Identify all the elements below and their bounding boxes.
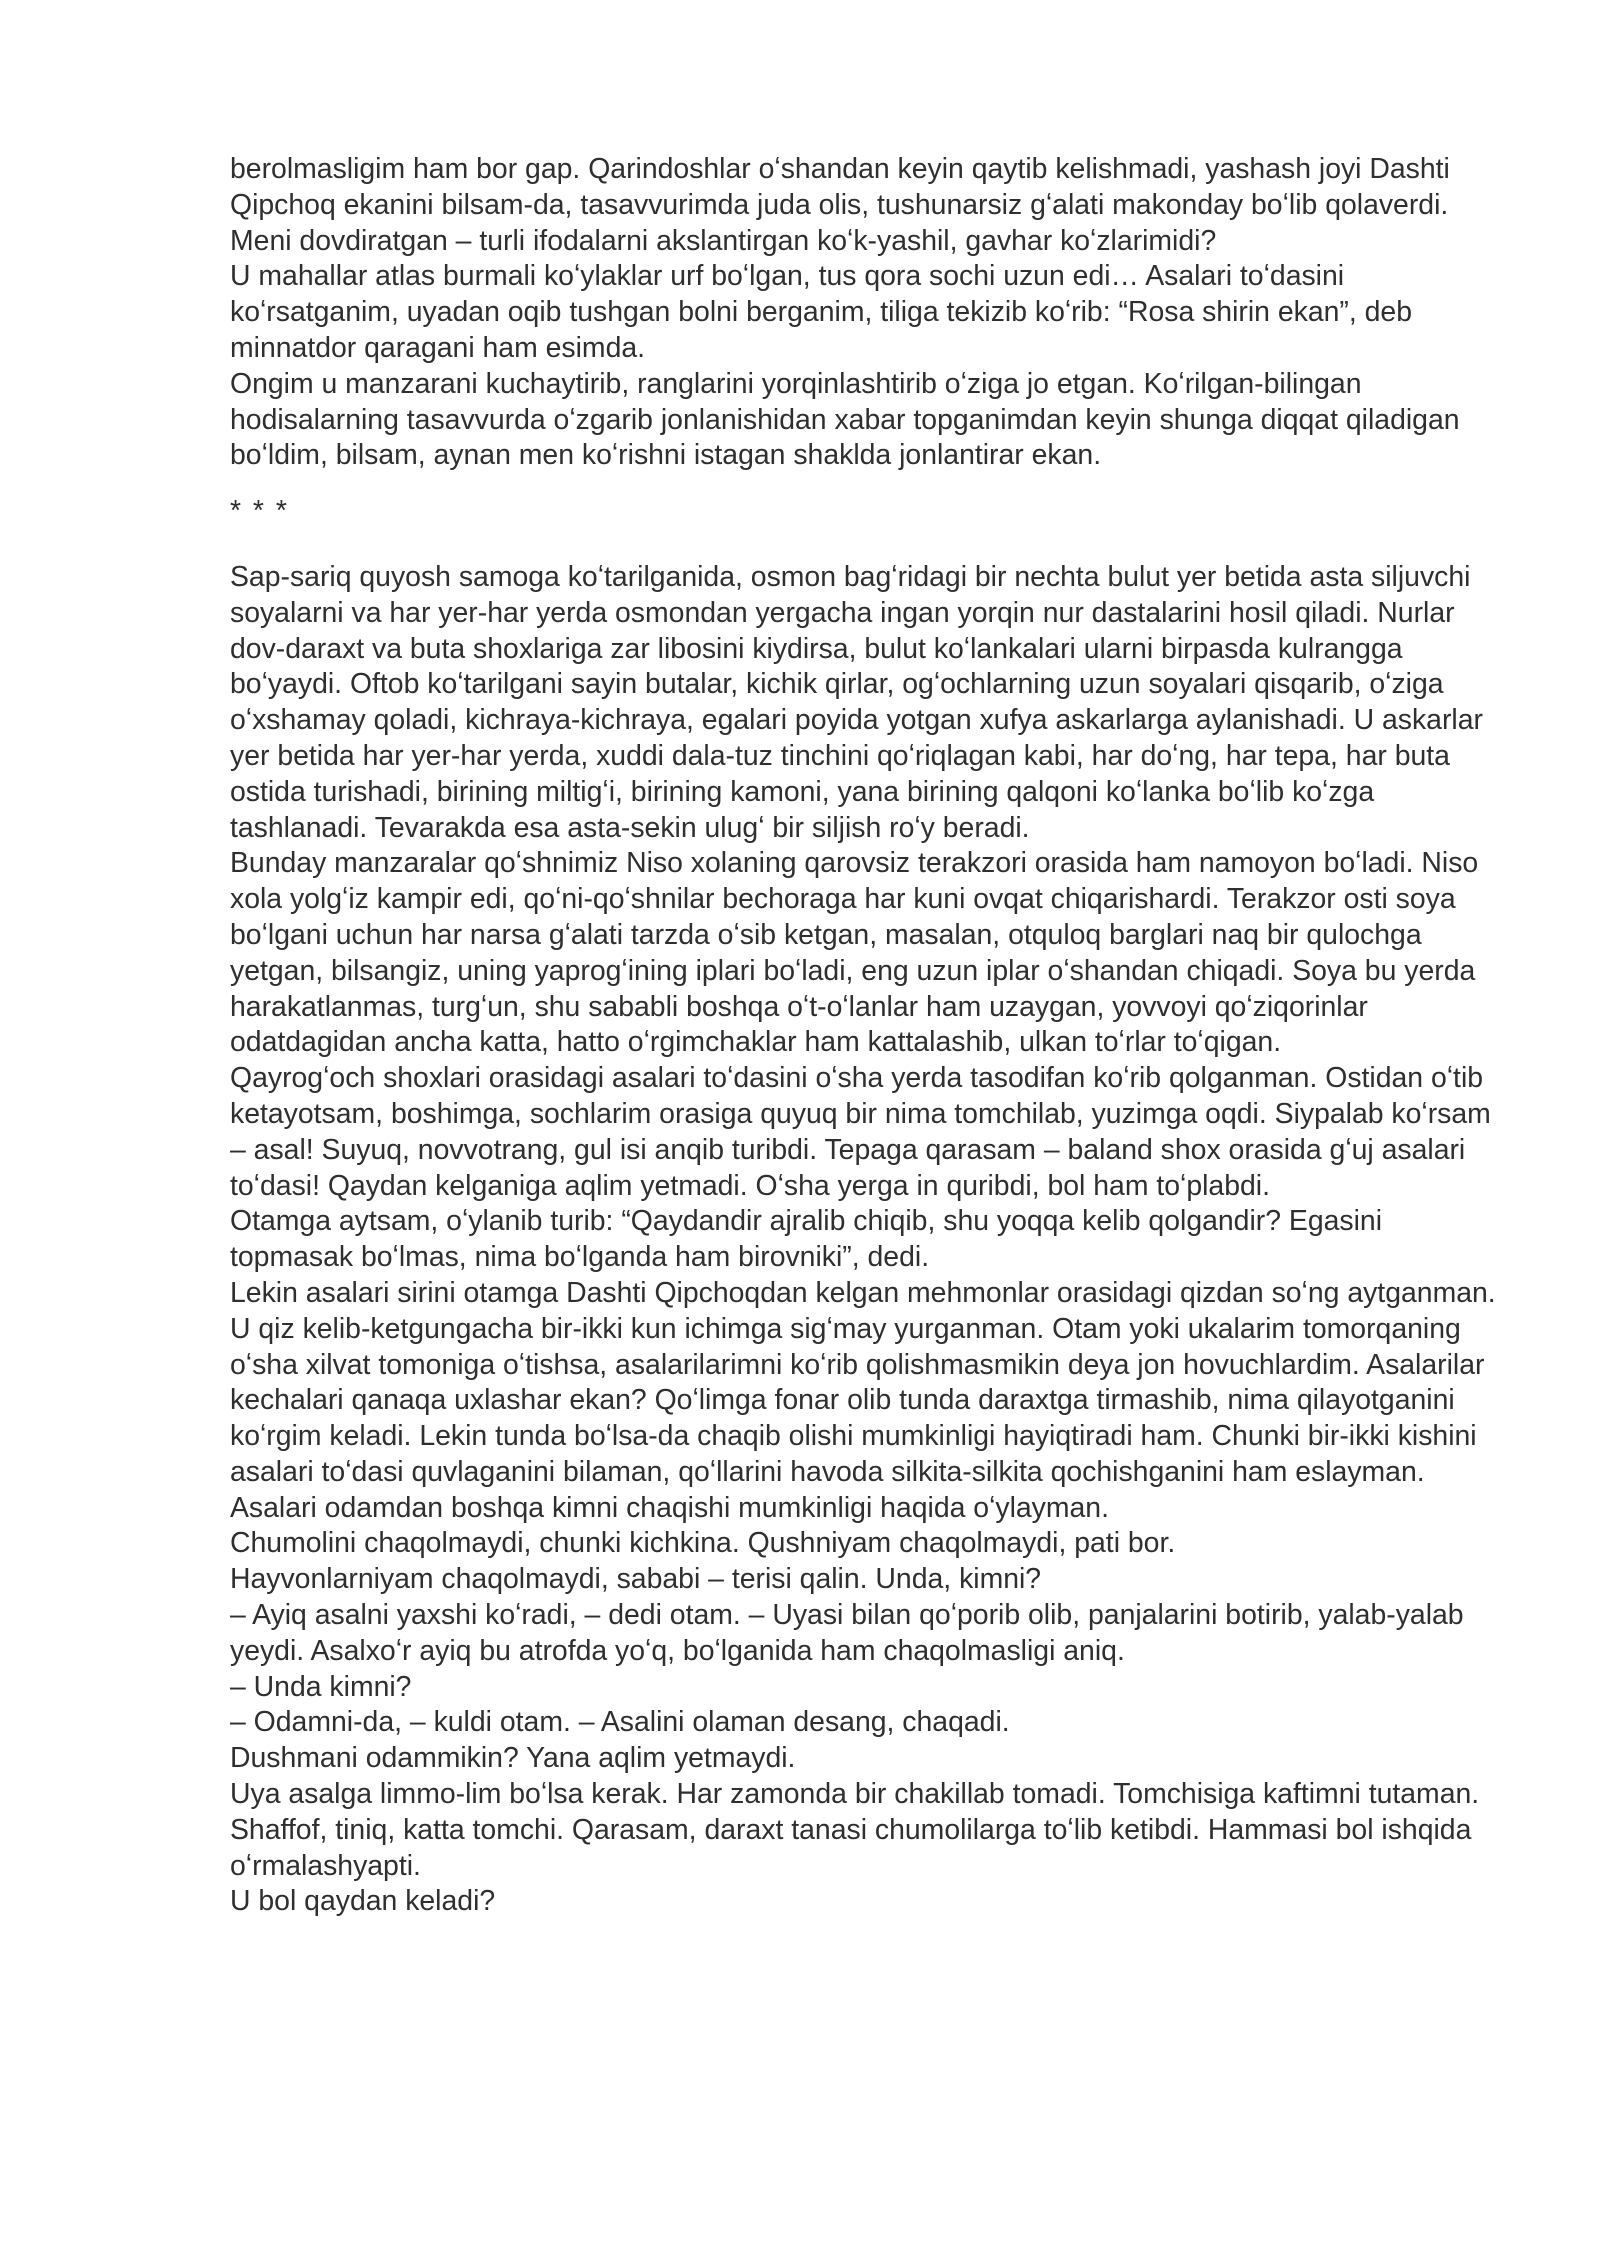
paragraph: Qayrogʻoch shoxlari orasidagi asalari toʻdasini oʻsha yerda tasodifan koʻrib qolganman. Ostidan oʻtib ketayotsam, boshimga, sochlarim orasiga quyuq bir nima tomchilab, yuzimga oqdi. Siypalab koʻrsam – asal! Suyuq, novvotrang, gul isi anqib turibdi. Tepaga qarasam – baland shox orasida gʻuj asalari toʻdasi! Qaydan kelganiga aqlim yetmadi. Oʻsha yerga in quribdi, bol ham toʻplabdi.	[230, 1062, 1491, 1202]
paragraph: Ongim u manzarani kuchaytirib, ranglarini yorqinlashtirib oʻziga jo etgan. Koʻrilgan-bilingan hodisalarning tasavvurda oʻzgarib jonlanishidan xabar topganimdan keyin shunga diqqat qiladigan boʻldim, bilsam, aynan men koʻrishni istagan shaklda jonlantirar ekan.	[230, 367, 1460, 472]
dialogue-line: – Ayiq asalni yaxshi koʻradi, – dedi otam. – Uyasi bilan qoʻporib olib, panjalarini botirib, yalab-yalab yeydi. Asalxoʻr ayiq bu atrofda yoʻq, boʻlganida ham chaqolmasligi aniq.	[230, 1599, 1464, 1667]
section-separator: * * *	[230, 495, 289, 528]
paragraph: Sap-sariq quyosh samoga koʻtarilganida, osmon bagʻridagi bir nechta bulut yer betida asta siljuvchi soyalarni va har yer-har yerda osmondan yergacha ingan yorqin nur dastalarini hosil qiladi. Nurlar dov-daraxt va buta shoxlariga zar libosini kiydirsa, bulut koʻlankalari ularni birpasda kulrangga boʻyaydi. Oftob koʻtarilgani sayin butalar, kichik qirlar, ogʻochlarning uzun soyalari qisqarib, oʻziga oʻxshamay qoladi, kichraya-kichraya, egalari poyida yotgan xufya askarlarga aylanishadi. U askarlar yer betida har yer-har yerda, xuddi dala-tuz tinchini qoʻriqlagan kabi, har doʻng, har tepa, har buta ostida turishadi, birining miltigʻi, birining kamoni, yana birining qalqoni koʻlanka boʻlib koʻzga tashlanadi. Tevarakda esa asta-sekin ulugʻ bir siljish roʻy beradi.	[230, 560, 1483, 844]
paragraph: Otamga aytsam, oʻylanib turib: “Qaydandir ajralib chiqib, shu yoqqa kelib qolgandir? Egasini topmasak boʻlmas, nima boʻlganda ham birovniki”, dedi.	[230, 1205, 1383, 1274]
dialogue-line: – Unda kimni?	[230, 1670, 412, 1703]
paragraph: Dushmani odammikin? Yana aqlim yetmaydi.	[230, 1742, 796, 1775]
document-page	[230, 152, 1510, 1920]
paragraph: Asalari odamdan boshqa kimni chaqishi mumkinligi haqida oʻylayman.	[230, 1491, 1109, 1524]
paragraph: Hayvonlarniyam chaqolmaydi, sababi – terisi qalin. Unda, kimni?	[230, 1563, 1042, 1596]
paragraph: Bunday manzaralar qoʻshnimiz Niso xolaning qarovsiz terakzori orasida ham namoyon boʻladi. Niso xola yolgʻiz kampir edi, qoʻni-qoʻshnilar bechoraga har kuni ovqat chiqarishardi. Terakzor osti soya boʻlgani uchun har narsa gʻalati tarzda oʻsib ketgan, masalan, otquloq barglari naq bir qulochga yetgan, bilsangiz, uning yaprogʻining iplari boʻladi, eng uzun iplar oʻshandan chiqadi. Soya bu yerda harakatlanmas, turgʻun, shu sababli boshqa oʻt-oʻlanlar ham uzaygan, yovvoyi qoʻziqorinlar odatdagidan ancha katta, hatto oʻrgimchaklar ham kattalashib, ulkan toʻrlar toʻqigan.	[230, 847, 1479, 1059]
paragraph: U bol qaydan keladi?	[230, 1885, 496, 1918]
paragraph: U mahallar atlas burmali koʻylaklar urf boʻlgan, tus qora sochi uzun edi… Asalari toʻdasini koʻrsatganim, uyadan oqib tushgan bolni berganim, tiliga tekizib koʻrib: “Rosa shirin ekan”, deb minnatdor qaragani ham esimda.	[230, 260, 1413, 364]
dialogue-line: – Odamni-da, – kuldi otam. – Asalini olaman desang, chaqadi.	[230, 1706, 1010, 1739]
paragraph: Chumolini chaqolmaydi, chunki kichkina. Qushniyam chaqolmaydi, pati bor.	[230, 1527, 1176, 1560]
paragraph: berolmasligim ham bor gap. Qarindoshlar oʻshandan keyin qaytib kelishmadi, yashash joyi Dashti Qipchoq ekanini bilsam-da, tasavvurimda juda olis, tushunarsiz gʻalati makonday boʻlib qolaverdi. Meni dovdiratgan – turli ifodalarni akslantirgan koʻk-yashil, gavhar koʻzlarimidi?	[230, 153, 1450, 257]
paragraph: Lekin asalari sirini otamga Dashti Qipchoqdan kelgan mehmonlar orasidagi qizdan soʻng aytganman. U qiz kelib-ketgungacha bir-ikki kun ichimga sigʻmay yurganman. Otam yoki ukalarim tomorqaning oʻsha xilvat tomoniga oʻtishsa, asalarilarimni koʻrib qolishmasmikin deya jon hovuchlardim. Asalarilar kechalari qanaqa uxlashar ekan? Qoʻlimga fonar olib tunda daraxtga tirmashib, nima qilayotganini koʻrgim keladi. Lekin tunda boʻlsa-da chaqib olishi mumkinligi hayiqtiradi ham. Chunki bir-ikki kishini asalari toʻdasi quvlaganini bilaman, qoʻllarini havoda silkita-silkita qochishganini ham eslayman.	[230, 1276, 1496, 1488]
paragraph: Uya asalga limmo-lim boʻlsa kerak. Har zamonda bir chakillab tomadi. Tomchisiga kaftimni tutaman. Shaffof, tiniq, katta tomchi. Qarasam, daraxt tanasi chumolilarga toʻlib ketibdi. Hammasi bol ishqida oʻrmalashyapti.	[230, 1778, 1480, 1882]
